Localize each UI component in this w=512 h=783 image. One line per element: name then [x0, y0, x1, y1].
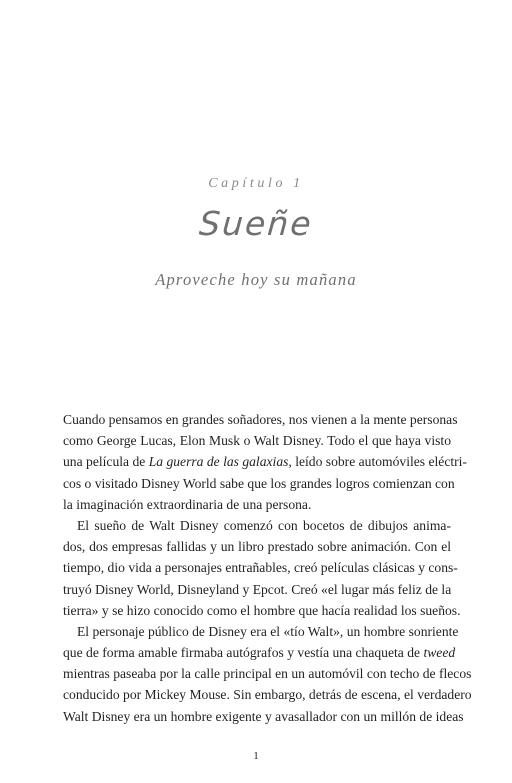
paragraph-3-line-2-text: que de forma amable firmaba autógrafos y vestía una chaqueta de: [63, 645, 424, 661]
paragraph-1-line-5: la imaginación extraordinaria de una persona.: [63, 496, 312, 512]
paragraph-3-line-1: El personaje público de Disney era el «tío Walt», un hombre sonriente: [77, 623, 459, 639]
paragraph-1-line-3: [63, 451, 467, 472]
paragraph-2-line-3: tiempo, dio vida a personajes entrañables, creó películas clásicas y cons-: [63, 560, 458, 576]
page-number: 1: [253, 750, 259, 762]
paragraph-3-line-5: Walt Disney era un hombre exigente y avasallador con un millón de ideas: [63, 708, 464, 724]
paragraph-3-line-2: [63, 642, 456, 663]
chapter-title: Sueñe: [197, 204, 315, 243]
paragraph-2-line-1: El sueño de Walt Disney comenzó con bocetos de dibujos anima-: [77, 517, 451, 533]
chapter-body: [63, 409, 472, 727]
chapter-subtitle: Aproveche hoy su mañana: [155, 270, 357, 289]
tweed-word: tweed: [423, 645, 456, 661]
chapter-label: Capítulo 1: [208, 176, 304, 191]
paragraph-2-line-4: truyó Disney World, Disneyland y Epcot. Creó «el lugar más feliz de la: [63, 581, 452, 597]
paragraph-3-line-4: conducido por Mickey Mouse. Sin embargo, detrás de escena, el verdadero: [63, 687, 472, 703]
paragraph-1-line-3-rest: , leído sobre automóviles eléctri-: [288, 454, 467, 470]
paragraph-2-line-5: tierra» y se hizo conocido como el hombre que hacía realidad los sueños.: [63, 602, 461, 618]
paragraph-1-line-1: Cuando pensamos en grandes soñadores, nos vienen a la mente personas: [63, 412, 458, 427]
paragraph-1-line-4: cos o visitado Disney World sabe que los grandes logros comienzan con: [63, 475, 455, 491]
film-title: La guerra de las galaxias: [148, 454, 289, 470]
paragraph-2-line-2: dos, dos empresas fallidas y un libro prestado sobre animación. Con el: [63, 539, 451, 555]
paragraph-1-line-2: como George Lucas, Elon Musk o Walt Disney. Todo el que haya visto: [63, 433, 451, 449]
paragraph-1-line-3-text: una película de: [63, 454, 149, 470]
paragraph-3-line-3: mientras paseaba por la calle principal en un automóvil con techo de flecos: [63, 666, 472, 682]
